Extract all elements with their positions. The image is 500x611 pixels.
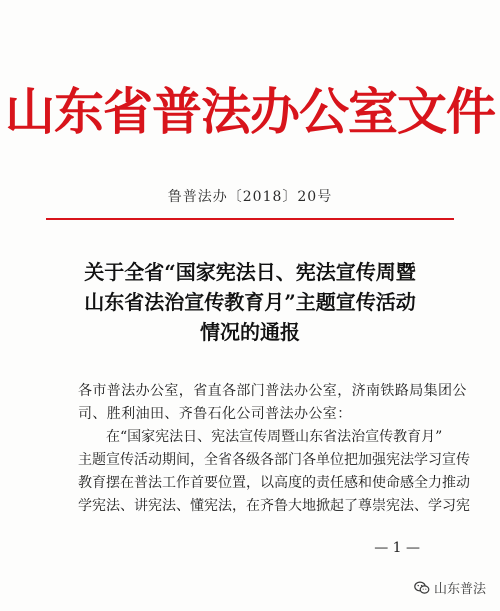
document-masthead: 山东省普法办公室文件 <box>5 82 495 141</box>
document-number: 鲁普法办〔2018〕20号 <box>167 189 333 205</box>
body-line: 在“国家宪法日、宪法宣传周暨山东省法治宣传教育月” <box>106 429 443 445</box>
body-line: 学宪法、讲宪法、懂宪法，在齐鲁大地掀起了尊崇宪法、学习宪 <box>78 498 470 514</box>
body-line: 教育摆在普法工作首要位置，以高度的责任感和使命感全力推动 <box>78 475 470 491</box>
body-line: 主题宣传活动期间，全省各级各部门各单位把加强宪法学习宣传 <box>78 452 470 468</box>
title-line: 情况的通报 <box>200 320 300 344</box>
title-line: 山东省法治宣传教育月”主题宣传活动 <box>84 290 416 314</box>
wechat-icon <box>414 581 430 595</box>
document-title <box>0 257 500 347</box>
document-body <box>78 380 470 518</box>
page-number: — 1 — <box>374 540 420 556</box>
addressee-line: 各市普法办公室，省直各部门普法办公室，济南铁路局集团公 <box>78 383 467 399</box>
watermark-text: 山东普法 <box>433 582 486 597</box>
watermark <box>414 578 486 597</box>
title-line: 关于全省“国家宪法日、宪法宣传周暨 <box>84 260 416 284</box>
addressee-line: 司、胜利油田、齐鲁石化公司普法办公室： <box>78 406 352 422</box>
red-divider-line <box>46 218 454 220</box>
